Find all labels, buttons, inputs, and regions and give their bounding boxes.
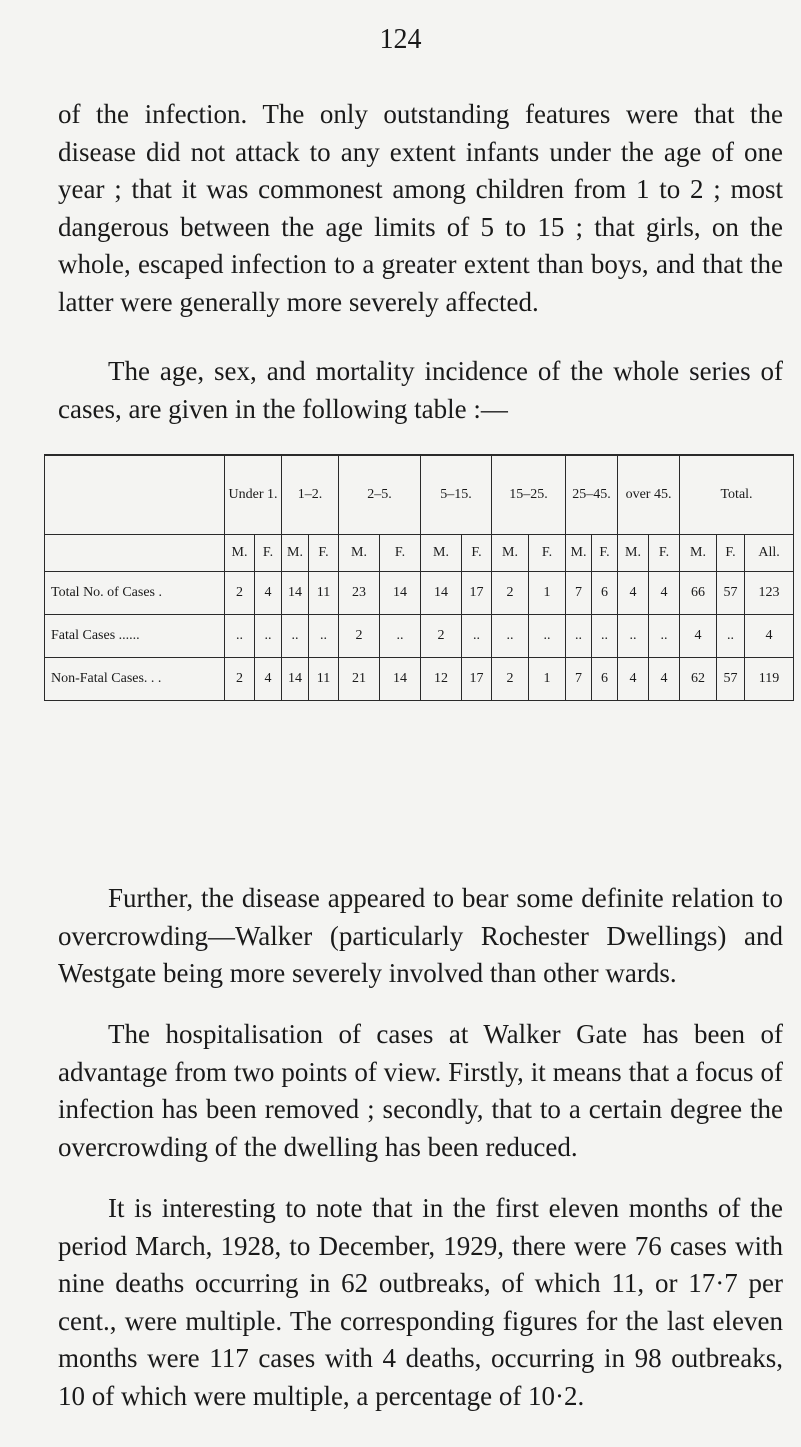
header-sex-corner <box>45 535 225 572</box>
table-cell: .. <box>309 615 339 658</box>
table-cell: 21 <box>339 658 380 701</box>
header-sex: F. <box>380 535 421 572</box>
header-age-group: 5–15. <box>421 455 492 535</box>
table-cell: .. <box>255 615 282 658</box>
header-sex: F. <box>592 535 618 572</box>
paragraph-5: It is interesting to note that in the first eleven months of the period March, 1928, to December, 1929, there were 76 cases with nine deaths occurring in 62 outbreaks, of which 11, or 17·7 per cent., were multiple. The corresponding figures for the last eleven months were 117 cases with 4 deaths, occurring in 98 outbreaks, 10 of which were multiple, a percentage of 10·2. <box>58 1193 783 1411</box>
table-cell: .. <box>618 615 649 658</box>
table-cell: 1 <box>529 572 566 615</box>
table-cell: 1 <box>529 658 566 701</box>
table-cell: 62 <box>680 658 717 701</box>
table-cell: 12 <box>421 658 462 701</box>
table-cell: 7 <box>566 572 592 615</box>
table-cell: 14 <box>380 658 421 701</box>
table-cell: 4 <box>649 658 680 701</box>
table-cell: 123 <box>745 572 794 615</box>
table-cell: .. <box>592 615 618 658</box>
header-sex: F. <box>255 535 282 572</box>
table-cell: 2 <box>492 658 529 701</box>
header-sex: M. <box>680 535 717 572</box>
header-sex: M. <box>492 535 529 572</box>
header-age-group: 25–45. <box>566 455 618 535</box>
table-cell: 2 <box>421 615 462 658</box>
table-cell: 4 <box>680 615 717 658</box>
table-cell: 2 <box>225 658 255 701</box>
header-sex: M. <box>282 535 309 572</box>
table-cell: .. <box>462 615 492 658</box>
table-cell: 119 <box>745 658 794 701</box>
paragraph-1: of the infection. The only outstanding features were that the disease did not attack to any extent infants under the age of one year ; that it was commonest among children from 1 to 2 ; most dangerous between the age limits of 5 to 15 ; that girls, on the whole, escaped infection to a greater extent than boys, and that the latter were generally more severely affected. <box>58 99 783 317</box>
header-age-group: Total. <box>680 455 794 535</box>
table-cell: 17 <box>462 572 492 615</box>
header-age-group: Under 1. <box>225 455 282 535</box>
header-sex: M. <box>421 535 462 572</box>
table-cell: 17 <box>462 658 492 701</box>
header-sex: All. <box>745 535 794 572</box>
table-cell: 6 <box>592 572 618 615</box>
header-sex: F. <box>462 535 492 572</box>
header-sex: F. <box>717 535 745 572</box>
row-label: Fatal Cases ...... <box>45 615 225 658</box>
header-sex: M. <box>566 535 592 572</box>
table-cell: 14 <box>380 572 421 615</box>
header-age-group: over 45. <box>618 455 680 535</box>
header-sex: M. <box>225 535 255 572</box>
table-cell: .. <box>529 615 566 658</box>
table-cell: 4 <box>649 572 680 615</box>
header-sex: M. <box>618 535 649 572</box>
header-sex: M. <box>339 535 380 572</box>
cases-table <box>44 454 794 701</box>
page-number: 124 <box>379 24 422 55</box>
table-cell: .. <box>380 615 421 658</box>
header-sex: F. <box>649 535 680 572</box>
table-cell: .. <box>566 615 592 658</box>
table-cell: 6 <box>592 658 618 701</box>
header-corner <box>45 455 225 535</box>
table-cell: .. <box>717 615 745 658</box>
table-cell: .. <box>492 615 529 658</box>
table-cell: 4 <box>618 658 649 701</box>
table-row-non-fatal <box>45 658 794 701</box>
table-cell: .. <box>649 615 680 658</box>
header-sex: F. <box>529 535 566 572</box>
table-header-sex-row <box>45 535 794 572</box>
header-age-group: 2–5. <box>339 455 421 535</box>
table-row-fatal <box>45 615 794 658</box>
table-cell: .. <box>282 615 309 658</box>
row-label: Total No. of Cases . <box>45 572 225 615</box>
table-cell: 2 <box>492 572 529 615</box>
header-age-group: 15–25. <box>492 455 566 535</box>
table-cell: 57 <box>717 658 745 701</box>
table-cell: 2 <box>339 615 380 658</box>
paragraph-4: The hospitalisation of cases at Walker Gate has been of advantage from two points of view. Firstly, it means that a focus of infection has been removed ; secondly, that to a certain degree the overcrowding of the dwelling has been reduced. <box>58 1019 783 1162</box>
table-cell: 7 <box>566 658 592 701</box>
table-row-total <box>45 572 794 615</box>
table-cell: 57 <box>717 572 745 615</box>
row-label: Non-Fatal Cases. . . <box>45 658 225 701</box>
table-cell: .. <box>225 615 255 658</box>
table-cell: 14 <box>282 572 309 615</box>
table-cell: 11 <box>309 572 339 615</box>
table-cell: 4 <box>745 615 794 658</box>
header-age-group: 1–2. <box>282 455 339 535</box>
paragraph-3: Further, the disease appeared to bear some definite relation to overcrowding—Walker (particularly Rochester Dwellings) and Westgate being more severely involved than other wards. <box>58 883 783 988</box>
table-cell: 11 <box>309 658 339 701</box>
table-cell: 14 <box>421 572 462 615</box>
cases-table-wrap <box>44 454 793 701</box>
table-header-age-row <box>45 455 794 535</box>
table-cell: 2 <box>225 572 255 615</box>
table-cell: 66 <box>680 572 717 615</box>
header-sex: F. <box>309 535 339 572</box>
paragraph-2: The age, sex, and mortality incidence of the whole series of cases, are given in the following table :— <box>58 356 783 424</box>
table-cell: 4 <box>255 658 282 701</box>
table-cell: 4 <box>618 572 649 615</box>
table-cell: 23 <box>339 572 380 615</box>
table-cell: 4 <box>255 572 282 615</box>
table-cell: 14 <box>282 658 309 701</box>
